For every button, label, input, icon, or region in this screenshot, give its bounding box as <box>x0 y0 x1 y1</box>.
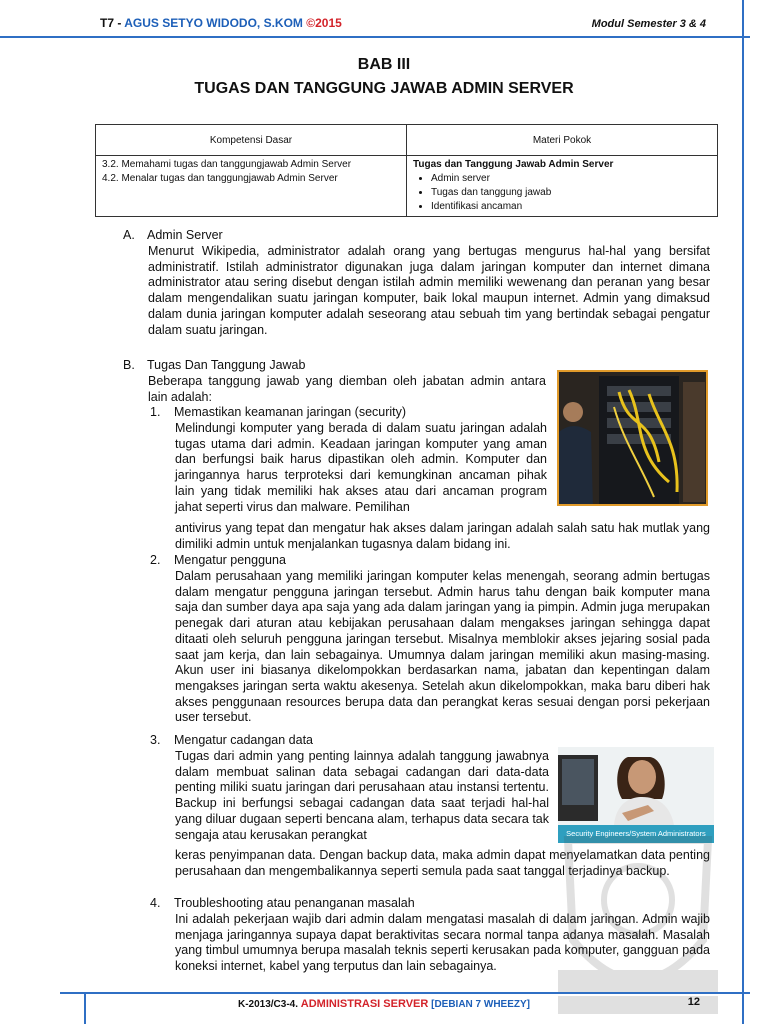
kompetensi-cell <box>96 156 407 217</box>
item-4-title: Troubleshooting atau penanganan masalah <box>174 896 415 910</box>
materi-item: • Tugas dan tanggung jawab <box>431 186 711 200</box>
item-3-text-b: keras penyimpanan data. Dengan backup data, maka admin dapat menyelamatkan data penting perusahaan dan mengembalikannya seperti semula pada saat tanggal terjadinya backup. <box>175 848 710 878</box>
header-author: AGUS SETYO WIDODO, S.KOM <box>124 16 303 30</box>
kompetensi-item: 3.2. Memahami tugas dan tanggungjawab Admin Server <box>102 159 352 170</box>
network-rack-illustration <box>559 372 708 506</box>
footer-debian: [DEBIAN 7 WHEEZY] <box>431 999 531 1010</box>
network-rack-photo <box>557 370 708 506</box>
item-2-number: 2. <box>150 553 161 567</box>
item-2-text: Dalam perusahaan yang memiliki jaringan komputer kelas menengah, seorang admin bertugas dalam mengatur pengguna jaringan tersebut. Admin harus tahu dengan baik komputer mana saja dan sumber daya apa saja yang ada dalam jaringan yang ia pimpin. Admin juga merupakan penegak dari aturan atau kebijakan perusahaan dalam mengakses jaringan sehingga dapat ditaati oleh seluruh pengguna jaringan tersebut. Misalnya memblokir akses jejaring sosial pada saat jam kerja, dan lain sebagainya. Umumnya dalam jaringan memiliki akun masing-masing. Akun user ini biasanya dikelompokkan berdasarkan nama, jabatan dan kepentingan dalam mengakses jaringan serta waktu akesenya. Setelah akun dikelompokkan, maka baru diberi hak akses penggunaan resources berupa data dan perangkat keras sesuai dengan porsi pekerjaan user tersebut. <box>175 569 710 725</box>
competency-table <box>95 124 718 217</box>
footer-subject: ADMINISTRASI SERVER <box>300 998 429 1010</box>
materi-cell <box>407 156 718 217</box>
header-module: Modul Semester 3 & 4 <box>591 18 706 30</box>
section-a-title: Admin Server <box>147 228 223 242</box>
footer-code: K-2013/C3-4. <box>237 999 298 1010</box>
section-a-label: A. <box>123 228 135 242</box>
item-1-number: 1. <box>150 405 161 419</box>
item-1-text-b: antivirus yang tepat dan mengatur hak akses dalam jaringan adalah salah satu hak mutlak yang dimiliki admin untuk menjalankan tugasnya dalam bidang ini. <box>175 521 710 551</box>
item-1-text-a: Melindungi komputer yang berada di dalam suatu jaringan adalah tugas utama dari admin. Keadaan jaringan komputer yang aman dan berfungsi baik harus dipastikan oleh admin. Komputer dan jaringannya harus terproteksi dari kemungkinan ancaman pihak lain yang tidak memiliki hak akses atau dari ancaman program jahat seperti virus dan malware. Pemilihan <box>175 421 547 514</box>
photo-caption: Security Engineers/System Administrators <box>558 825 714 843</box>
section-b-label: B. <box>123 358 135 372</box>
header-copyright: ©2015 <box>306 16 342 30</box>
materi-title: Tugas dan Tanggung Jawab Admin Server <box>413 159 614 170</box>
section-b-title: Tugas Dan Tanggung Jawab <box>147 358 306 372</box>
admin-portrait-illustration <box>558 747 714 825</box>
item-2-title: Mengatur pengguna <box>174 553 286 567</box>
chapter-label: BAB III <box>357 56 411 73</box>
footer-line <box>0 998 768 1010</box>
chapter-title: TUGAS DAN TANGGUNG JAWAB ADMIN SERVER <box>194 80 574 97</box>
item-3-title: Mengatur cadangan data <box>174 733 313 747</box>
section-a-text: Menurut Wikipedia, administrator adalah orang yang bertugas mengurus hal-hal yang bersifat administratif. Istilah administrator digunakan juga dalam jaringan komputer dan internet dimana administrator atau sering disebut dengan istilah admin memiliki wewenang dan peranan yang besar dalam mengendalikan suatu jaringan komputer, baik lokal maupun internet. Admin yang dimaksud dalam dunia jaringan komputer adalah seseorang atau sebuah tim yang bertindak sebagai pengatur dalam suatu jaringan. <box>148 244 710 337</box>
item-3-number: 3. <box>150 733 161 747</box>
header-rule <box>0 36 750 38</box>
materi-item: • Admin server <box>431 172 711 186</box>
item-4-number: 4. <box>150 896 161 910</box>
right-margin-rule <box>742 0 744 1024</box>
item-1-title: Memastikan keamanan jaringan (security) <box>174 405 407 419</box>
item-4-text: Ini adalah pekerjaan wajib dari admin dalam mengatasi masalah di dalam jaringan. Admin wajib menjaga jaringannya supaya dapat beraktivitas secara normal tanpa adanya masalah. Masalah yang timbul umumnya berupa masalah teknis seperti kerusakan pada komputer, gangguan pada koneksi internet, kabel yang terputus dan lain sebagainya. <box>175 912 710 974</box>
section-b-intro: Beberapa tanggung jawab yang diemban oleh jabatan admin antara lain adalah: <box>148 374 546 404</box>
item-3-text-a: Tugas dari admin yang penting lainnya adalah tanggung jawabnya dalam membuat salinan data sebagai cadangan dari data-data penting miliki suatu jaringan dari perusahaan atau instansi tertentu. Backup ini berfungsi sebagai cadangan data saat terjadi hal-hal yang diluar dugaan seperti bencana alam, terhapus data secara tak sengaja atau kerusakan perangkat <box>175 749 549 842</box>
header-prefix: T7 - <box>100 16 122 30</box>
page-number: 12 <box>687 996 700 1008</box>
header-author-line <box>100 16 342 30</box>
kompetensi-item: 4.2. Menalar tugas dan tanggungjawab Admin Server <box>102 173 338 184</box>
table-header-kompetensi: Kompetensi Dasar <box>96 125 407 156</box>
materi-item: • Identifikasi ancaman <box>431 200 711 214</box>
table-header-materi: Materi Pokok <box>407 125 718 156</box>
